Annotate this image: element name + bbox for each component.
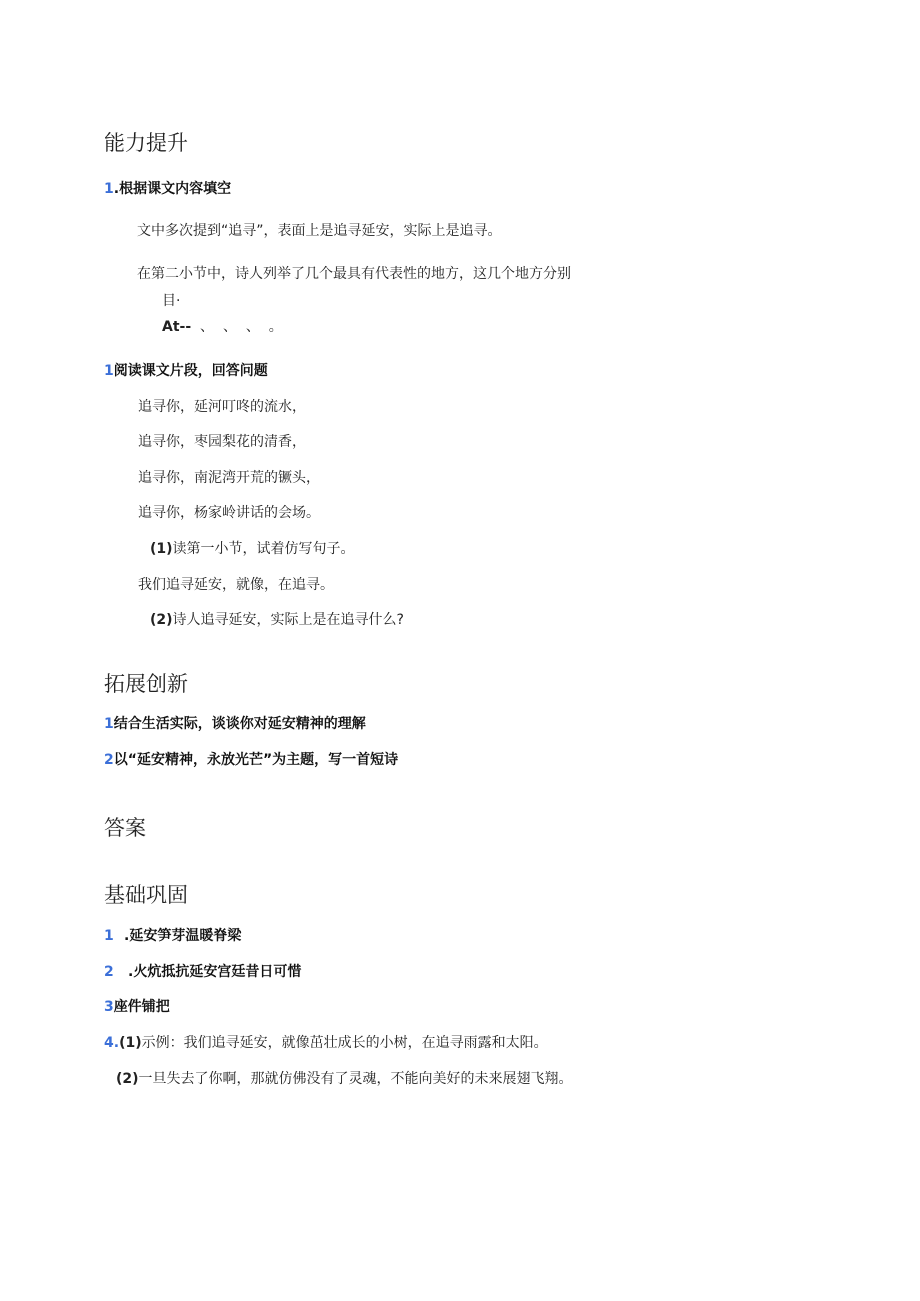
sub-question-2 (150, 609, 404, 629)
answer-item-4-part-2 (116, 1068, 573, 1088)
question-text: 阅读课文片段，回答问题 (113, 363, 268, 379)
answer-text: 一旦失去了你啊，那就仿佛没有了灵魂，不能向美好的未来展翅飞翔。 (138, 1071, 573, 1087)
item-number: 2 (104, 752, 114, 768)
item-text: 以“延安精神，永放光芒”为主题，写一首短诗 (113, 752, 399, 768)
fill-line-4-blanks: 、 、 、 。 (191, 319, 283, 335)
item-number: 4. (104, 1035, 120, 1051)
answers-sub-heading: 基础巩固 (104, 883, 188, 907)
poem-line: 追寻你，延河叮咚的流水， (138, 399, 306, 415)
item-text: .火炕抵抗延安宫廷昔日可惜 (128, 964, 302, 980)
answer-item (104, 961, 301, 981)
answers-heading: 答案 (104, 816, 146, 840)
item-text: 结合生活实际，谈谈你对延安精神的理解 (113, 716, 366, 732)
sub-question-1-answer-line: 我们追寻延安，就像，在追寻。 (138, 577, 334, 593)
item-number: 1 (104, 716, 114, 732)
poem-line: 追寻你，南泥湾开荒的镢头， (138, 470, 320, 486)
item-text: .延安笋芽温暖脊梁 (124, 928, 242, 944)
fill-line-3: 目· (162, 293, 181, 309)
sub-question-number: (1) (119, 1035, 142, 1051)
poem-line: 追寻你，杨家岭讲话的会场。 (138, 505, 320, 521)
answer-item (104, 996, 170, 1016)
question-1-title (104, 178, 231, 198)
question-text: .根据课文内容填空 (113, 181, 232, 197)
sub-question-1 (150, 538, 355, 558)
sub-question-number: (2) (116, 1071, 139, 1087)
fill-line-2: 在第二小节中，诗人列举了几个最具有代表性的地方，这几个地方分别 (137, 266, 571, 282)
item-text: 座件铺把 (113, 999, 170, 1015)
sub-question-number: (1) (150, 541, 173, 557)
sub-question-text: 读第一小节，试着仿写句子。 (172, 541, 355, 557)
answer-text: 示例：我们追寻延安，就像茁壮成长的小树，在追寻雨露和太阳。 (141, 1035, 548, 1051)
section-heading-extension: 拓展创新 (104, 672, 188, 696)
answer-item-4-part-1 (104, 1032, 548, 1052)
fill-line-4 (162, 316, 283, 336)
poem-line: 追寻你，枣园梨花的清香， (138, 434, 306, 450)
fill-line-4-bold: At-- (162, 319, 192, 335)
item-number: 2 (104, 964, 114, 980)
sub-question-number: (2) (150, 612, 173, 628)
extension-item (104, 713, 366, 733)
question-number: 1 (104, 363, 114, 379)
question-2-title (104, 360, 268, 380)
sub-question-text: 诗人追寻延安，实际上是在追寻什么? (172, 612, 404, 628)
question-number: 1 (104, 181, 114, 197)
item-number: 1 (104, 928, 114, 944)
answer-item (104, 925, 241, 945)
item-number: 3 (104, 999, 114, 1015)
fill-line-1: 文中多次提到“追寻”，表面上是追寻延安，实际上是追寻。 (137, 223, 502, 239)
extension-item (104, 749, 398, 769)
section-heading-ability: 能力提升 (104, 131, 188, 155)
